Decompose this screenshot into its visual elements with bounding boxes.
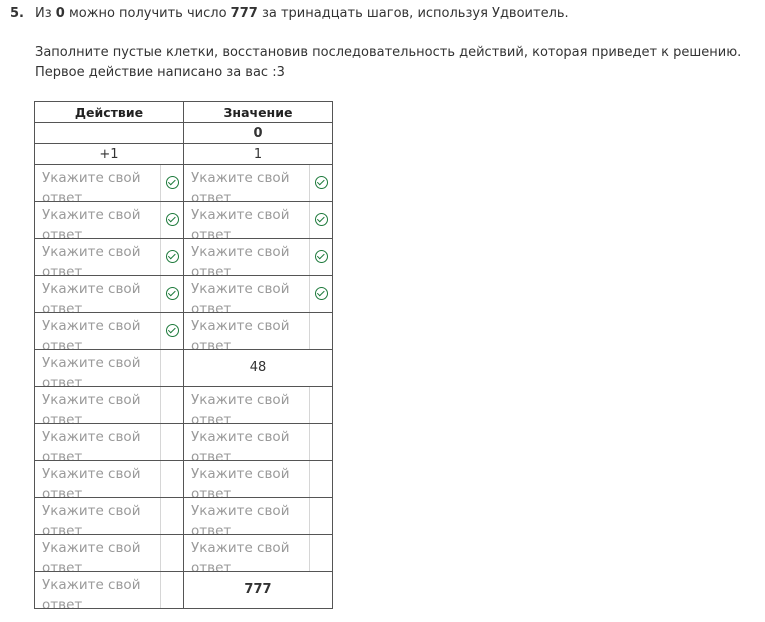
check-icon [166,250,179,263]
value-input[interactable] [184,202,310,238]
input-placeholder: Укажите свой ответ [191,244,290,275]
input-placeholder: Укажите свой ответ [191,318,290,349]
value-input[interactable] [184,461,310,497]
question-suffix: за тринадцать шагов, используя Удвоитель. [261,6,569,21]
input-placeholder: Укажите свой ответ [191,503,290,534]
question-middle: можно получить число [68,6,227,21]
question-target: 777 [230,6,258,21]
input-placeholder: Укажите свой ответ [42,503,141,534]
final-value: 777 [244,582,272,597]
input-placeholder: Укажите свой ответ [191,392,290,423]
header-value: Значение [184,102,333,123]
check-icon [166,324,179,337]
start-value: 0 [184,123,333,144]
first-action: +1 [35,144,184,165]
question-text [35,6,569,21]
input-placeholder: Укажите свой ответ [42,466,141,497]
input-placeholder: Укажите свой ответ [42,355,141,386]
value-input[interactable] [184,424,310,460]
input-placeholder: Укажите свой ответ [42,207,141,238]
check-icon [315,213,328,226]
header-action: Действие [35,102,184,123]
action-input[interactable] [35,424,161,460]
instruction-line-2: Первое действие написано за вас :3 [35,65,285,80]
value-input[interactable] [184,313,310,349]
value-input[interactable] [184,165,310,201]
check-icon [315,176,328,189]
given-value: 48 [249,360,267,375]
input-placeholder: Укажите свой ответ [191,466,290,497]
input-placeholder: Укажите свой ответ [191,207,290,238]
check-icon [315,287,328,300]
value-input[interactable] [184,535,310,571]
instruction-line-1: Заполните пустые клетки, восстановив последовательность действий, которая приведет к решению. [35,45,742,60]
empty-cell [35,123,184,144]
action-input[interactable] [35,461,161,497]
input-placeholder: Укажите свой ответ [42,170,141,201]
value-input[interactable] [184,387,310,423]
check-icon [166,213,179,226]
question-prefix: Из [35,6,52,21]
action-input[interactable] [35,387,161,423]
first-value: 1 [184,144,333,165]
value-input[interactable] [184,276,310,312]
input-placeholder: Укажите свой ответ [42,244,141,275]
action-input[interactable] [35,239,161,275]
action-input[interactable] [35,313,161,349]
answer-table [34,101,333,609]
input-placeholder: Укажите свой ответ [42,318,141,349]
check-icon [166,287,179,300]
check-icon [315,250,328,263]
check-icon [166,176,179,189]
action-input[interactable] [35,572,161,608]
value-input[interactable] [184,239,310,275]
input-placeholder: Укажите свой ответ [191,281,290,312]
input-placeholder: Укажите свой ответ [42,429,141,460]
input-placeholder: Укажите свой ответ [191,540,290,571]
value-input[interactable] [184,498,310,534]
input-placeholder: Укажите свой ответ [191,170,290,201]
action-input[interactable] [35,535,161,571]
action-input[interactable] [35,498,161,534]
question-number: 5. [10,6,24,21]
input-placeholder: Укажите свой ответ [42,577,141,608]
action-input[interactable] [35,350,161,386]
action-input[interactable] [35,276,161,312]
input-placeholder: Укажите свой ответ [42,392,141,423]
question-start: 0 [55,6,65,21]
input-placeholder: Укажите свой ответ [191,429,290,460]
action-input[interactable] [35,202,161,238]
input-placeholder: Укажите свой ответ [42,540,141,571]
action-input[interactable] [35,165,161,201]
input-placeholder: Укажите свой ответ [42,281,141,312]
